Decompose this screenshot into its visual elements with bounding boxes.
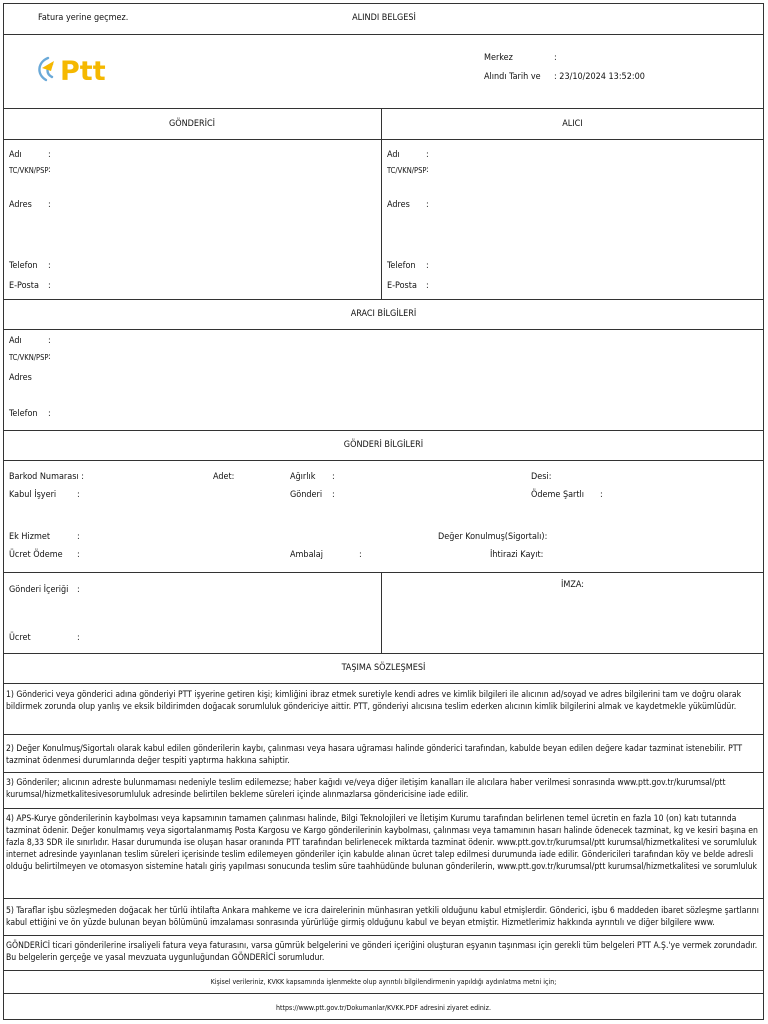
receipt-date-label: Alındı Tarih ve (484, 72, 541, 82)
contract-clause-6: GÖNDERİCİ ticari gönderilerine irsaliyeli fatura veya faturasını, varsa gümrük belgelerini ve gönderi içeriğini oluşturan eşyanın taşınması için gerekli tüm belgeleri PTT A.Ş.'ye vermek zorundadır. Bu belgelerin gerçeğe ve yasal mevzuata uygunluğundan GÖNDERİCİ sorumludur. (6, 941, 758, 963)
colon: : (48, 352, 51, 362)
rule (3, 808, 764, 809)
colon: : (426, 165, 429, 175)
rule (3, 139, 764, 140)
rule (3, 653, 764, 654)
receiver-email-label: E-Posta (387, 281, 417, 291)
contents-label: Gönderi İçeriği (9, 585, 69, 595)
packaging-label: Ambalaj (290, 550, 323, 560)
sender-phone-label: Telefon (9, 261, 38, 271)
acceptance-office-label: Kabul İşyeri (9, 490, 57, 500)
receiver-tc-label: TC/VKN/PSP (387, 166, 427, 175)
receiver-name-label: Adı (387, 150, 400, 160)
receiver-title: ALICI (562, 119, 583, 129)
signature-label: İMZA: (561, 580, 585, 590)
merkez-value: : (554, 53, 557, 63)
colon: : (48, 281, 51, 291)
rule (3, 460, 764, 461)
reservation-label: İhtirazi Kayıt: (490, 550, 544, 560)
logo-text: Ptt (60, 56, 106, 86)
rule (3, 898, 764, 899)
rule (3, 34, 764, 35)
colon: : (600, 490, 603, 500)
receiver-address-label: Adres (387, 200, 410, 210)
rule (3, 993, 764, 994)
merkez-label: Merkez (484, 53, 513, 63)
colon: : (426, 150, 429, 160)
quantity-label: Adet: (213, 472, 235, 482)
intermediary-title: ARACI BİLGİLERİ (350, 309, 417, 319)
rule (3, 772, 764, 773)
contract-clause-3: 3) Gönderiler; alıcının adreste bulunmaması nedeniyle teslim edilemezse; haber kağıdı ve/veya diğer iletişim kanalları ile alıcılara haber verilmesi sonrasında www.ptt.gov.tr/kurumsal/ptt kurumsal/hizmetkalitesivesorumluluk adresinde belirtilen bekleme süreleri içinde alınmazlarsa göndericisine iade edilir. (6, 778, 726, 800)
colon: : (77, 532, 80, 542)
rule (3, 108, 764, 109)
colon: : (77, 585, 80, 595)
insured-value-label: Değer Konulmuş(Sigortalı): (438, 532, 548, 542)
colon: : (48, 409, 51, 419)
contract-clause-1: 1) Gönderici veya gönderici adına gönderiyi PTT işyerine getiren kişi; kimliğini ibraz etmek suretiyle kendi adres ve kimlik bilgileri ile alıcının ad/soyad ve adres bilgilerini tam ve doğru olarak bildirmek zorunda olup yanlış ve eksik bildirimden doğacak sorumluluk göndericiye aittir. PTT, gönderiyi alıcısına teslim ederken alıcının kimlik bilgilerini almak ve kaydetmekle yükümlüdür. (6, 690, 742, 712)
colon: : (48, 261, 51, 271)
colon: : (426, 200, 429, 210)
sender-email-label: E-Posta (9, 281, 39, 291)
extra-service-label: Ek Hizmet (9, 532, 51, 542)
contract-title: TAŞIMA SÖZLEŞMESİ (341, 663, 426, 673)
fee-label: Ücret (9, 633, 31, 643)
colon: : (77, 633, 80, 643)
document-title: ALINDI BELGESİ (352, 13, 416, 23)
colon: : (426, 261, 429, 271)
intermediary-address-label: Adres (9, 373, 32, 383)
contract-clause-5: 5) Taraflar işbu sözleşmeden doğacak her türlü ihtilafta Ankara mahkeme ve icra dairelerinin münhasıran yetkili olduğunu kabul etmişlerdir. Gönderici, işbu 6 maddeden ibaret sözleşme şartlarını kabul ettiğini ve ön yüzde bulunan beyan bölümünü imzalaması sonrasında yürürlüğe girmiş olduğunu kabul ve beyan etmiştir. Hizmetlerimiz hakkında ayrıntılı ve diğer bilgilere www. (6, 906, 759, 928)
colon: : (332, 490, 335, 500)
rule (3, 683, 764, 684)
colon: : (48, 150, 51, 160)
receipt-date-value: : 23/10/2024 13:52:00 (554, 72, 645, 82)
colon: : (332, 472, 335, 482)
barcode-label: Barkod Numarası : (9, 472, 84, 482)
intermediary-tc-label: TC/VKN/PSP (9, 353, 49, 362)
sender-title: GÖNDERİCİ (168, 119, 216, 129)
intermediary-phone-label: Telefon (9, 409, 38, 419)
rule (3, 572, 764, 573)
weight-label: Ağırlık (290, 472, 316, 482)
colon: : (359, 550, 362, 560)
colon: : (48, 165, 51, 175)
fee-payment-label: Ücret Ödeme (9, 550, 63, 560)
sender-address-label: Adres (9, 200, 32, 210)
sender-name-label: Adı (9, 150, 22, 160)
shipment-title: GÖNDERİ BİLGİLERİ (343, 440, 424, 450)
colon: : (48, 336, 51, 346)
colon: : (77, 550, 80, 560)
colon: : (426, 281, 429, 291)
rule (3, 299, 764, 300)
rule (3, 329, 764, 330)
desi-label: Desi: (531, 472, 552, 482)
rule (3, 734, 764, 735)
contract-clause-4: 4) APS-Kurye gönderilerinin kaybolması veya kapsamının tamamen çalınması halinde, Bilgi Teknolojileri ve İletişim Kurumu tarafından belirlenen temel ücretin en fazla 10 (on) katı tutarında tazminat ödenir. Değer konulmamış veya sigortalanmamış Posta Kargosu ve Kargo gönderilerinin kaybolması, çalınması veya tamamının hasarı halinde ödenecek tazminat, kg ve kesiri başına en fazla 8,33 SDR ile sınırlıdır. Hasar durumunda ise oluşan hasar oranında PTT tarafından belirlenecek miktarda tazminat ödenir. www.ptt.gov.tr/kurumsal/ptt kurumsal/hizmetkalitesi ve sorumluluk internet adresinde yayınlanan teslim süreleri içerisinde teslim edilemeyen gönderiler için kabulde alınan ücret talep edilmesi durumunda iade edilir. Göndericileri tarafından köy ve belde adresli olduğu belirtilmeyen ve otomasyon sistemine hatalı giriş yapılması sonucunda teslim süre taahhüdünde bulunan gönderilerin, www.ptt.gov.tr/kurumsal/ptt kurumsal/hizmetkalitesi ve sorumluluk (6, 814, 758, 872)
column-divider (381, 572, 382, 653)
contract-clause-2: 2) Değer Konulmuş/Sigortalı olarak kabul edilen gönderilerin kaybı, çalınması veya hasara uğraması halinde gönderici tarafından, kabulde beyan edilen değere kadar tazminat istenebilir. PTT tazminat ödenmesi durumlarında değer tespiti yaptırma hakkına sahiptir. (6, 744, 743, 766)
rule (3, 935, 764, 936)
column-divider (381, 108, 382, 299)
intermediary-name-label: Adı (9, 336, 22, 346)
payment-condition-label: Ödeme Şartlı (531, 490, 585, 500)
ptt-logo (34, 52, 106, 86)
shipment-label: Gönderi (290, 490, 323, 500)
sender-tc-label: TC/VKN/PSP (9, 166, 49, 175)
colon: : (48, 200, 51, 210)
colon: : (77, 490, 80, 500)
kvkk-link[interactable]: https://www.ptt.gov.tr/Dokumanlar/KVKK.PDF adresini ziyaret ediniz. (276, 1004, 491, 1012)
invoice-note: Fatura yerine geçmez. (38, 13, 129, 23)
rule (3, 430, 764, 431)
receiver-phone-label: Telefon (387, 261, 416, 271)
rule (3, 970, 764, 971)
kvkk-notice: Kişisel verileriniz, KVKK kapsamında işlenmekte olup ayrıntılı bilgilendirmenin yapıldığı aydınlatma metni için; (210, 978, 557, 986)
